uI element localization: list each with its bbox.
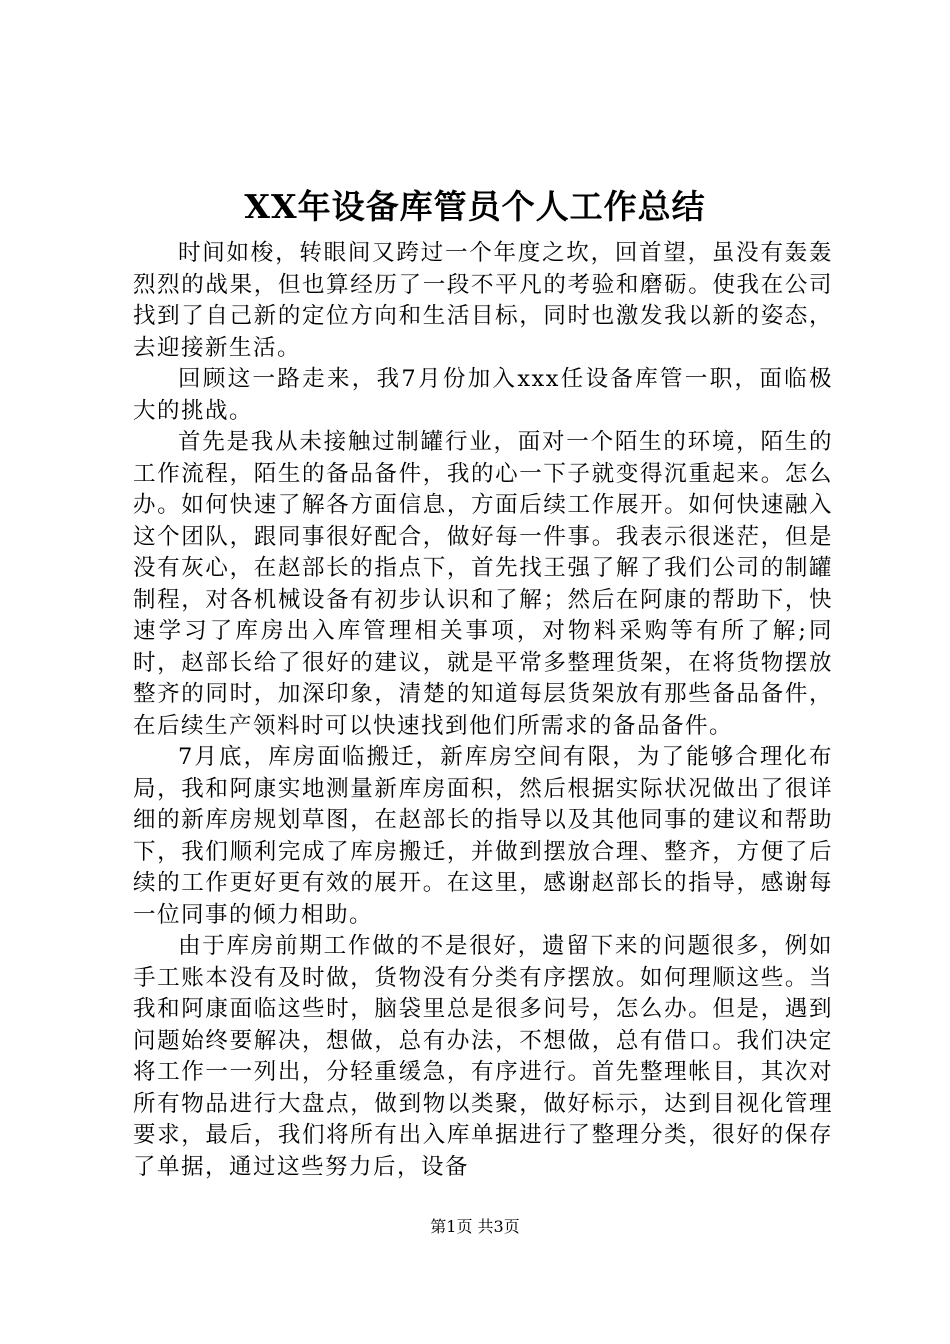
paragraph-relocation: 7月底，库房面临搬迁，新库房空间有限，为了能够合理化布局，我和阿康实地测量新库房面积，然后根据实际状况做出了很详细的新库房规划草图，在赵部长的指导以及其他同事的建议和帮助下，我们顺利完成了库房搬迁，并做到摆放合理、整齐，方便了后续的工作更好更有效的展开。在这里，感谢赵部长的指导，感谢每一位同事的倾力相助。 <box>133 744 833 928</box>
document-body <box>133 238 833 1183</box>
paragraph-legacy-issues: 由于库房前期工作做的不是很好，遗留下来的问题很多，例如手工账本没有及时做，货物没有分类有序摆放。如何理顺这些。当我和阿康面临这些时，脑袋里总是很多问号，怎么办。但是，遇到问题始终要解决，想做，总有办法，不想做，总有借口。我们决定将工作一一列出，分轻重缓急，有序进行。首先整理帐目，其次对所有物品进行大盘点，做到物以类聚，做好标示，达到目视化管理要求，最后，我们将所有出入库单据进行了整理分类，很好的保存了单据，通过这些努力后，设备 <box>133 933 833 1180</box>
page-footer: 第1页 共3页 <box>430 1217 520 1236</box>
document-title: XX年设备库管员个人工作总结 <box>244 187 706 226</box>
paragraph-first-steps: 首先是我从未接触过制罐行业，面对一个陌生的环境，陌生的工作流程，陌生的备品备件，我的心一下子就变得沉重起来。怎么办。如何快速了解各方面信息，方面后续工作展开。如何快速融入这个团队，跟同事很好配合，做好每一件事。我表示很迷茫，但是没有灰心，在赵部长的指点下，首先找王强了解了我们公司的制罐制程，对各机械设备有初步认识和了解；然后在阿康的帮助下，快速学习了库房出入库管理相关事项，对物料采购等有所了解;同时，赵部长给了很好的建议，就是平常多整理货架，在将货物摆放整齐的同时，加深印象，清楚的知道每层货架放有那些备品备件，在后续生产领料时可以快速找到他们所需求的备品备件。 <box>133 429 833 739</box>
paragraph-review: 回顾这一路走来，我7月份加入xxx任设备库管一职，面临极大的挑战。 <box>133 366 833 424</box>
paragraph-intro: 时间如梭，转眼间又跨过一个年度之坎，回首望，虽没有轰轰烈烈的战果，但也算经历了一段不平凡的考验和磨砺。使我在公司找到了自己新的定位方向和生活目标，同时也激发我以新的姿态，去迎接新生活。 <box>133 240 833 361</box>
